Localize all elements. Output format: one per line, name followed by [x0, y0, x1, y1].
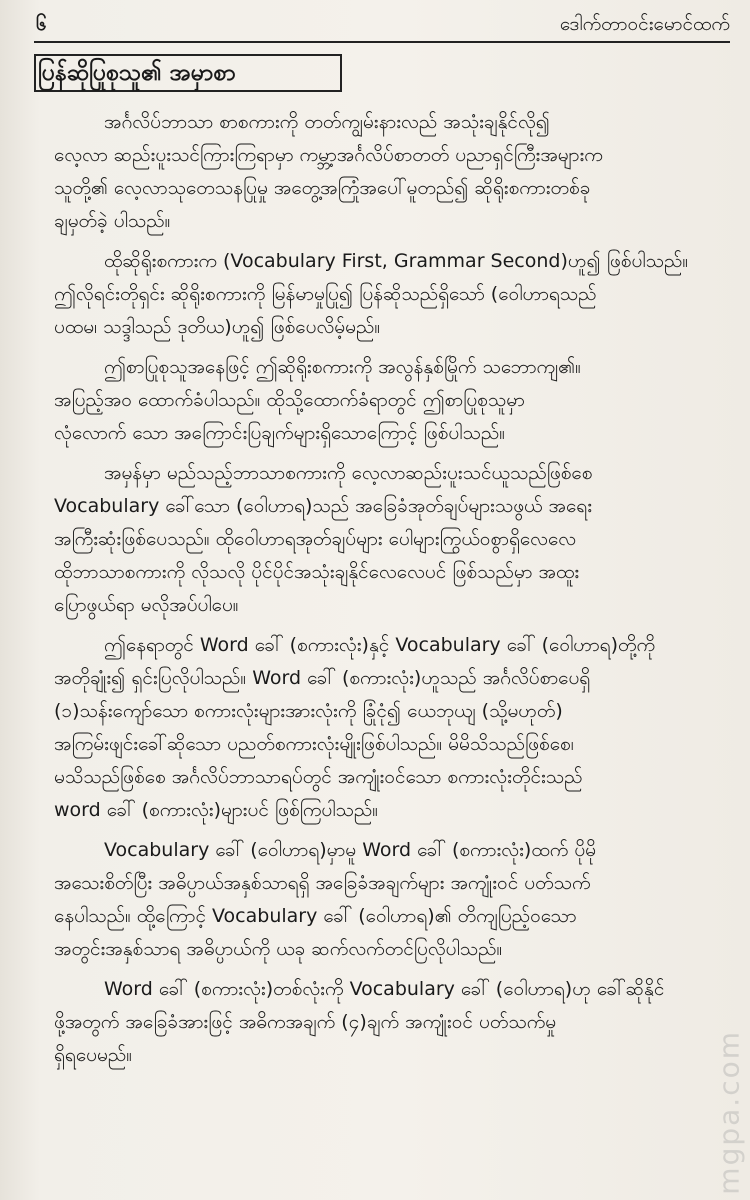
section-heading: ပြန်ဆိုပြုစုသူ၏ အမှာစာ — [38, 60, 236, 86]
text-line: အတိုချုံး၍ ရှင်းပြလိုပါသည်။ Word ခေါ် (စကားလုံး)ဟူသည် အင်္ဂလိပ်စာပေရှိ — [54, 667, 591, 689]
text-line: အမှန်မှာ မည်သည့်ဘာသာစကားကို လေ့လာဆည်းပူးသင်ယူသည်ဖြစ်စေ — [104, 462, 593, 484]
text-line: သူတို့၏ လေ့လာသုတေသနပြုမှု အတွေ့အကြုံအပေါ်မူတည်၍ ဆိုရိုးစကားတစ်ခု — [54, 177, 591, 199]
header-rule — [34, 41, 730, 43]
text-line: ချမှတ်ခဲ့ ပါသည်။ — [54, 210, 171, 232]
text-line: ထိုဆိုရိုးစကားက (Vocabulary First, Grammar Second)ဟူ၍ ဖြစ်ပါသည်။ — [104, 250, 689, 272]
page-number: ၆ — [36, 13, 47, 35]
text-line: (၁)သန်းကျော်သော စကားလုံးများအားလုံးကို ခြုံငုံ၍ ယေဘုယျ (သို့မဟုတ်) — [54, 700, 563, 722]
text-line: ရှိရပေမည်။ — [54, 1044, 132, 1066]
text-line: အပြည့်အဝ ထောက်ခံပါသည်။ ထိုသို့ထောက်ခံရာတွင် ဤစာပြုစုသူမှာ — [54, 389, 525, 411]
paragraph-2 — [54, 245, 730, 344]
text-line: နေပါသည်။ ထို့ကြောင့် Vocabulary ခေါ် (ဝေါဟာရ)၏ တိကျပြည့်ဝသော — [54, 905, 577, 927]
text-line: ထိုဘာသာစကားကို လိုသလို ပိုင်ပိုင်အသုံးချနိုင်လေလေပင် ဖြစ်သည်မှာ အထူး — [54, 561, 580, 583]
page-header — [36, 12, 730, 38]
paragraph-4 — [54, 457, 730, 622]
text-line: ဤလိုရင်းတိုရှင်း ဆိုရိုးစကားကို မြန်မာမှုပြု၍ ပြန်ဆိုသည်ရှိသော် (ဝေါဟာရသည် — [54, 283, 597, 305]
paragraph-6 — [54, 834, 730, 966]
text-line: Vocabulary ခေါ် (ဝေါဟာရ)မှာမူ Word ခေါ် (စကားလုံး)ထက် ပိုမို — [104, 839, 597, 861]
text-line: မသိသည်ဖြစ်စေ အင်္ဂလိပ်ဘာသာရပ်တွင် အကျုံးဝင်သော စကားလုံးတိုင်းသည် — [54, 766, 583, 788]
text-line: ဤနေရာတွင် Word ခေါ် (စကားလုံး)နှင့် Vocabulary ခေါ် (ဝေါဟာရ)တို့ကို — [104, 634, 656, 656]
watermark: mgpa.com — [713, 1030, 746, 1195]
text-line: Word ခေါ် (စကားလုံး)တစ်လုံးကို Vocabulary ခေါ် (ဝေါဟာရ)ဟု ခေါ်ဆိုနိုင် — [104, 978, 665, 1000]
text-line: အသေးစိတ်ပြီး အဓိပ္ပာယ်အနှစ်သာရရှိ အခြေခံအချက်များ အကျုံးဝင် ပတ်သက် — [54, 872, 591, 894]
text-line: Vocabulary ခေါ်သော (ဝေါဟာရ)သည် အခြေခံအုတ်ချပ်များသဖွယ် အရေး — [54, 495, 593, 517]
text-line: ဖို့အတွက် အခြေခံအားဖြင့် အဓိကအချက် (၄)ချက် အကျုံးဝင် ပတ်သက်မှု — [54, 1011, 557, 1033]
paragraph-1 — [54, 106, 730, 238]
text-line: word ခေါ် (စကားလုံး)များပင် ဖြစ်ကြပါသည်။ — [54, 799, 379, 821]
text-line: အင်္ဂလိပ်ဘာသာ စာစကားကို တတ်ကျွမ်းနားလည် အသုံးချနိုင်လို၍ — [104, 111, 550, 133]
text-line: အကြီးဆုံးဖြစ်ပေသည်။ ထိုဝေါဟာရအုတ်ချပ်များ ပေါများကြွယ်ဝစွာရှိလေလေ — [54, 528, 577, 550]
body-text — [54, 106, 730, 1079]
text-line: လေ့လာ ဆည်းပူးသင်ကြားကြရာမှာ ကမ္ဘာ့အင်္ဂလိပ်စာတတ် ပညာရှင်ကြီးအများက — [54, 144, 603, 166]
paragraph-5 — [54, 629, 730, 827]
text-line: ပထမ၊ သဒ္ဒါသည် ဒုတိယ)ဟူ၍ ဖြစ်ပေလိမ့်မည်။ — [54, 316, 381, 338]
text-line: အတွင်းအနှစ်သာရ အဓိပ္ပာယ်ကို ယခု ဆက်လက်တင်ပြလိုပါသည်။ — [54, 938, 503, 960]
paragraph-7 — [54, 973, 730, 1072]
text-line: ဤစာပြုစုသူအနေဖြင့် ဤဆိုရိုးစကားကို အလွန်နှစ်မြိုက် သဘောကျ၏။ — [104, 356, 581, 378]
text-line: ပြောဖွယ်ရာ မလိုအပ်ပါပေ။ — [54, 594, 239, 616]
text-line: လုံလောက် သော အကြောင်းပြချက်များရှိသောကြောင့် ဖြစ်ပါသည်။ — [54, 422, 505, 444]
running-head: ဒေါက်တာဝင်းမောင်ထက် — [559, 13, 730, 35]
text-line: အကြမ်းဖျင်းခေါ်ဆိုသော ပညတ်စကားလုံးမျိုးဖြစ်ပါသည်။ မိမိသိသည်ဖြစ်စေ၊ — [54, 733, 574, 755]
paragraph-3 — [54, 351, 730, 450]
